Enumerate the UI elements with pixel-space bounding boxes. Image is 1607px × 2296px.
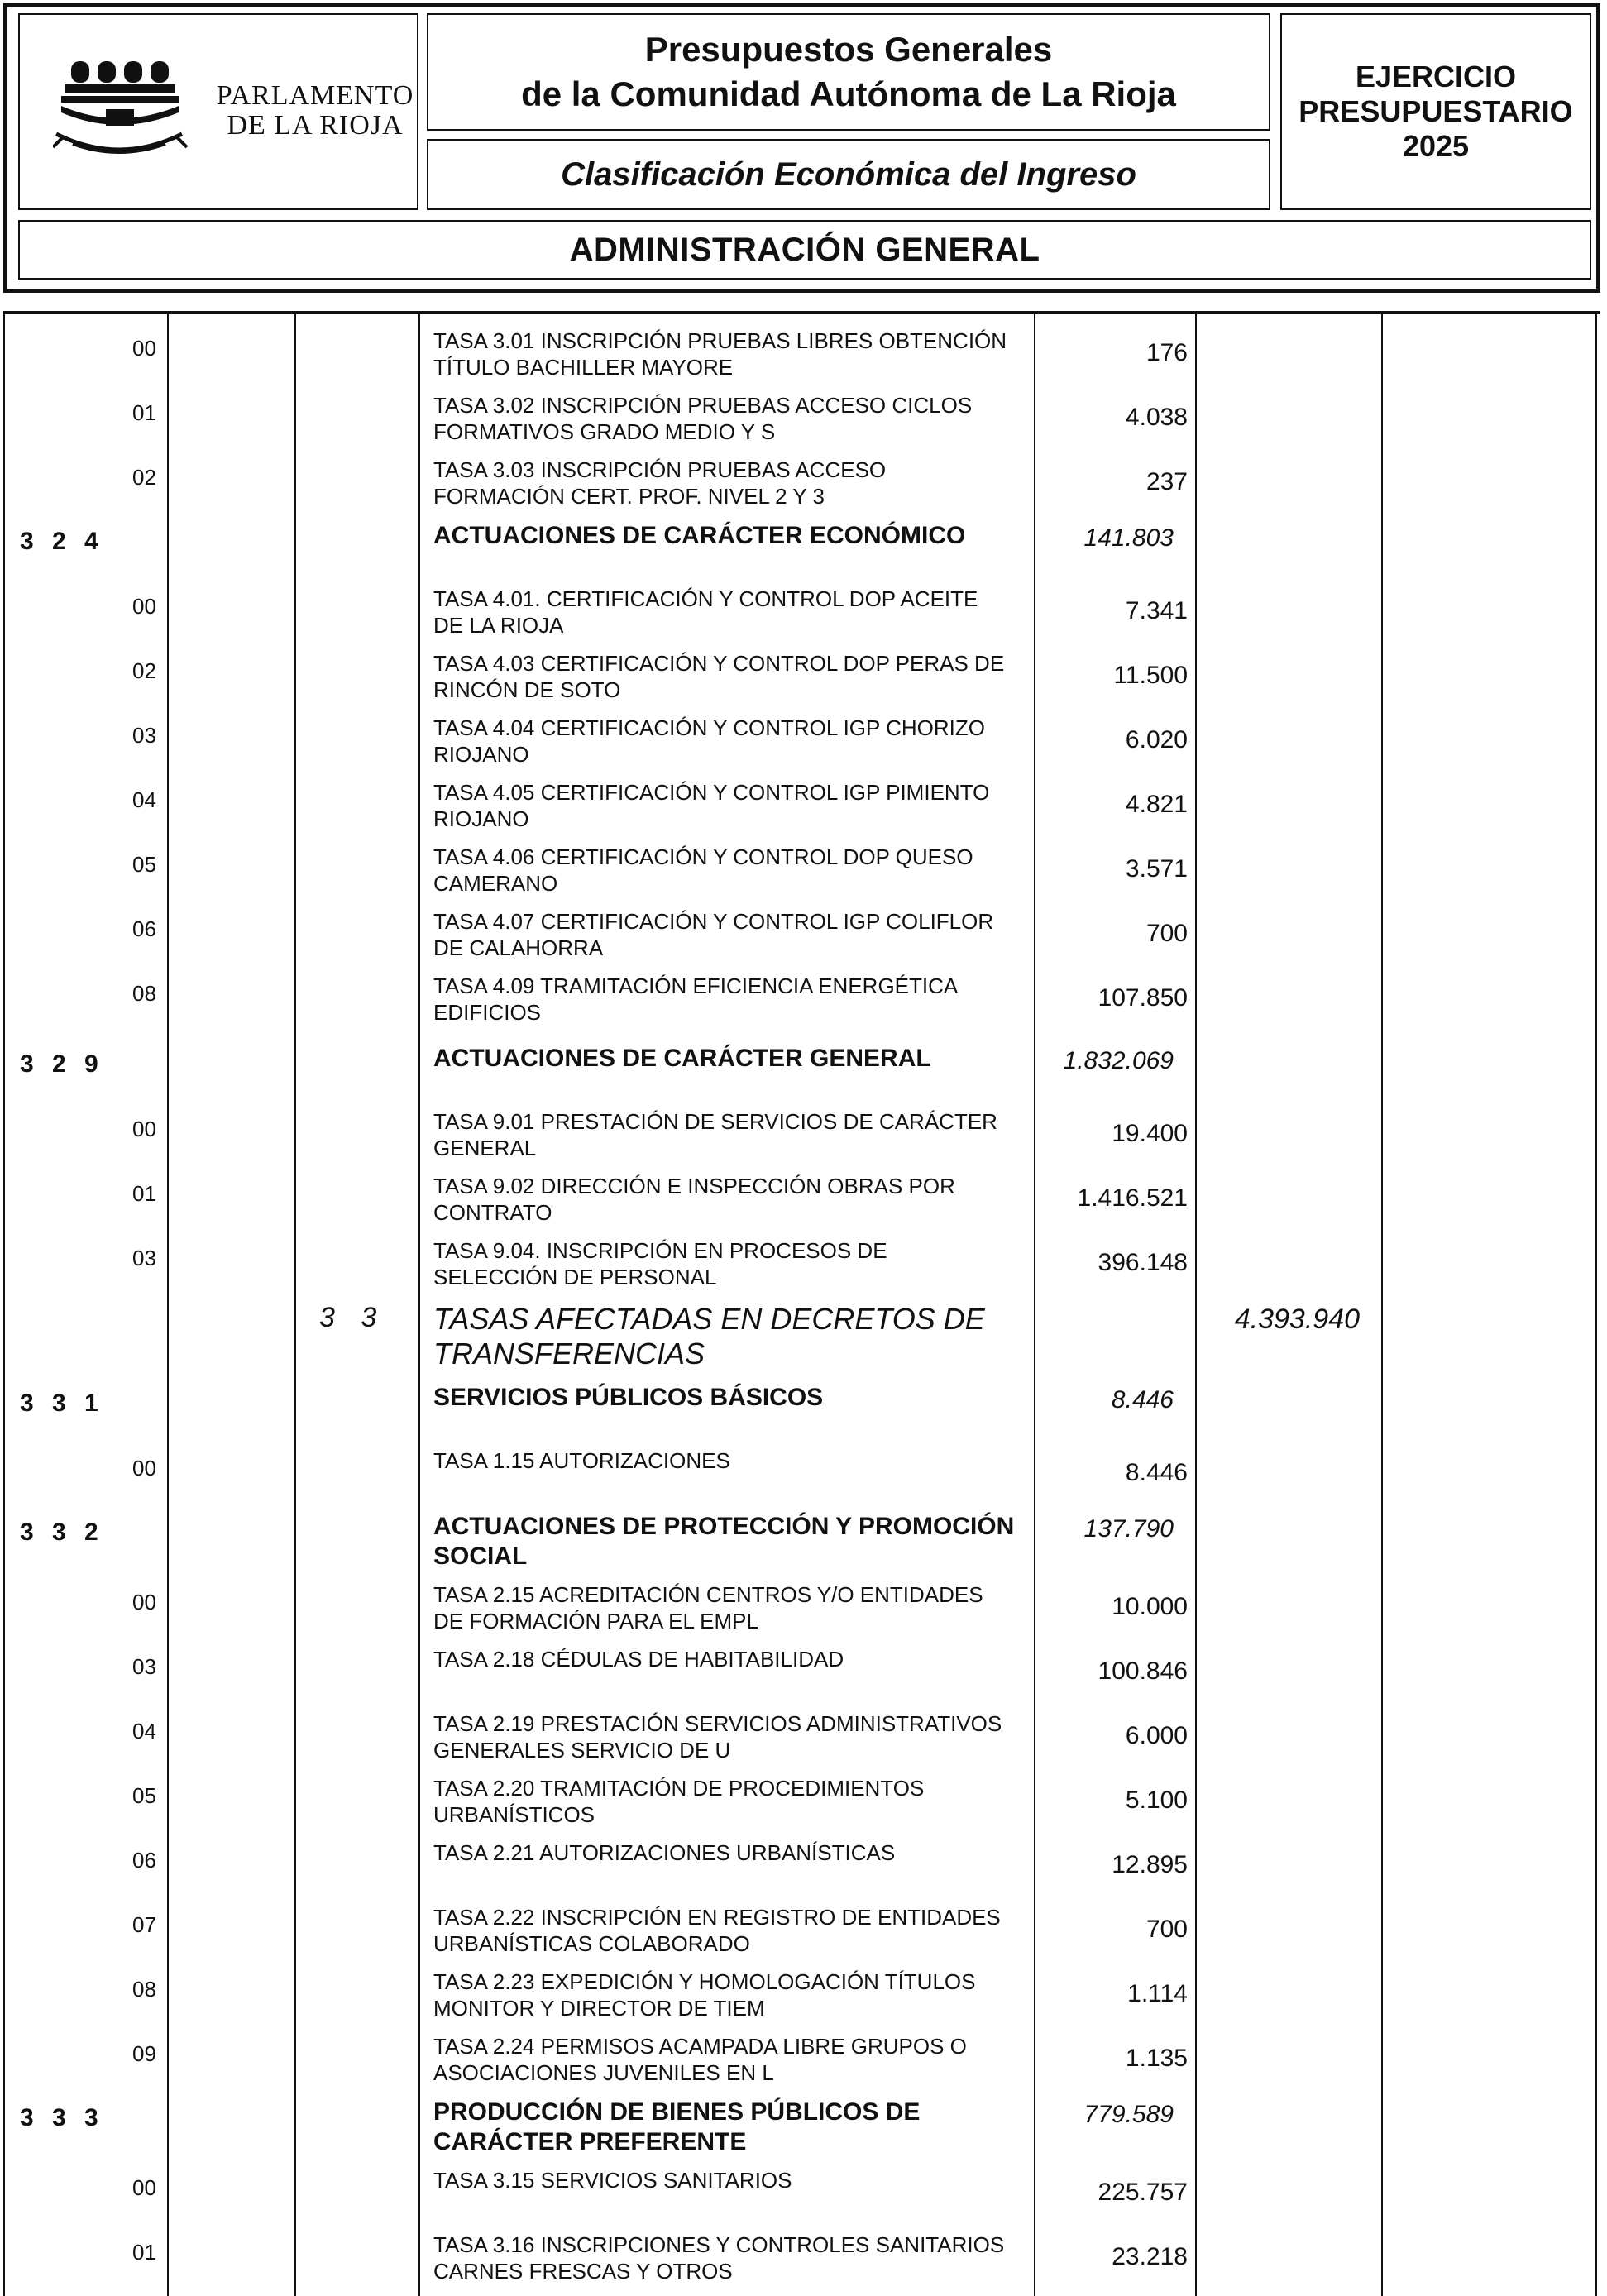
logo-text [212, 81, 418, 141]
row-description [433, 1173, 1029, 1226]
classification-title: Clasificación Económica del Ingreso [561, 155, 1136, 193]
article-code: 3 3 1 [20, 1390, 98, 1417]
table-row [3, 1383, 1600, 1447]
table-row [3, 1302, 1600, 1370]
description-line-1: ACTUACIONES DE PROTECCIÓN Y PROMOCIÓN [433, 1513, 1015, 1540]
section-title: ADMINISTRACIÓN GENERAL [569, 231, 1040, 268]
subconcept-code: 07 [132, 1912, 156, 1937]
amount: 396.148 [1098, 1249, 1188, 1276]
row-description [433, 1044, 1029, 1074]
description-line-1: TASA 9.02 DIRECCIÓN E INSPECCIÓN OBRAS POR [433, 1174, 955, 1198]
table-row [3, 908, 1600, 973]
description-line-2: RINCÓN DE SOTO [433, 677, 621, 702]
table-row [3, 650, 1600, 715]
description-line-1: ACTUACIONES DE CARÁCTER ECONÓMICO [433, 522, 966, 549]
subconcept-code: 01 [132, 2240, 156, 2265]
table-row [3, 1839, 1600, 1904]
row-description [433, 1968, 1029, 2021]
amount: 11.500 [1113, 662, 1188, 689]
description-line-1: TASA 2.21 AUTORIZACIONES URBANÍSTICAS [433, 1840, 896, 1865]
description-line-2: TRANSFERENCIAS [433, 1337, 705, 1370]
table-row [3, 779, 1600, 844]
amount: 7.341 [1125, 597, 1188, 624]
description-line-1: TASA 2.18 CÉDULAS DE HABITABILIDAD [433, 1647, 844, 1672]
amount: 176 [1145, 339, 1188, 366]
description-line-1: ACTUACIONES DE CARÁCTER GENERAL [433, 1045, 931, 1072]
description-line-1: TASA 9.04. INSCRIPCIÓN EN PROCESOS DE [433, 1238, 887, 1263]
row-description [433, 908, 1029, 961]
subconcept-code: 05 [132, 1783, 156, 1808]
description-line-1: TASA 3.02 INSCRIPCIÓN PRUEBAS ACCESO CICLOS [433, 393, 973, 418]
row-description [433, 1581, 1029, 1634]
article-code: 3 2 9 [20, 1050, 98, 1078]
table-top-border [3, 311, 1600, 314]
table-row [3, 1581, 1600, 1646]
description-line-2: CAMERANO [433, 871, 558, 896]
description-line-2: GENERALES SERVICIO DE U [433, 1738, 731, 1763]
description-line-1: TASA 4.04 CERTIFICACIÓN Y CONTROL IGP CHORIZO [433, 715, 985, 740]
subconcept-code: 02 [132, 658, 156, 683]
subconcept-code: 03 [132, 723, 156, 748]
logo-line-2: DE LA RIOJA [227, 110, 404, 141]
amount: 1.135 [1125, 2045, 1188, 2072]
row-description [433, 1383, 1029, 1413]
table-row [3, 1775, 1600, 1839]
description-line-2: SOCIAL [433, 1543, 528, 1570]
description-line-1: TASA 4.07 CERTIFICACIÓN Y CONTROL IGP COLIFLOR [433, 909, 994, 934]
description-line-2: DE FORMACIÓN PARA EL EMPL [433, 1609, 758, 1634]
title-box [427, 13, 1270, 131]
row-description [433, 2033, 1029, 2086]
subconcept-code: 00 [132, 594, 156, 619]
row-description [433, 779, 1029, 832]
description-line-2: TÍTULO BACHILLER MAYORE [433, 355, 734, 380]
description-line-1: TASA 4.03 CERTIFICACIÓN Y CONTROL DOP PERAS DE [433, 651, 1005, 676]
row-description [433, 1512, 1029, 1571]
amount: 23.218 [1112, 2243, 1188, 2270]
description-line-1: PRODUCCIÓN DE BIENES PÚBLICOS DE [433, 2098, 921, 2126]
row-description [433, 2167, 1029, 2193]
article-total: 779.589 [1083, 2101, 1174, 2128]
description-line-2: FORMATIVOS GRADO MEDIO Y S [433, 419, 776, 444]
row-description [433, 2231, 1029, 2284]
amount: 700 [1145, 920, 1188, 947]
row-description [433, 2097, 1029, 2157]
description-line-1: TASA 1.15 AUTORIZACIONES [433, 1448, 730, 1473]
row-description [433, 650, 1029, 703]
row-description [433, 328, 1029, 380]
subconcept-code: 00 [132, 1117, 156, 1141]
subconcept-code: 04 [132, 787, 156, 812]
subconcept-code: 00 [132, 1456, 156, 1480]
article-total: 137.790 [1083, 1515, 1174, 1543]
logo-line-1: PARLAMENTO [216, 80, 414, 111]
subconcept-code: 00 [132, 1590, 156, 1614]
description-line-1: TASA 4.06 CERTIFICACIÓN Y CONTROL DOP QUESO [433, 844, 973, 869]
amount: 107.850 [1098, 984, 1188, 1012]
description-line-1: TASA 4.01. CERTIFICACIÓN Y CONTROL DOP ACEITE [433, 586, 978, 611]
table-row [3, 973, 1600, 1037]
amount: 100.846 [1098, 1657, 1188, 1685]
budget-table [3, 311, 1600, 2296]
subconcept-code: 04 [132, 1719, 156, 1744]
amount: 8.446 [1125, 1459, 1188, 1486]
subconcept-code: 06 [132, 916, 156, 941]
parliament-logo-icon [53, 55, 202, 170]
description-line-1: TASA 4.09 TRAMITACIÓN EFICIENCIA ENERGÉTICA [433, 973, 959, 998]
description-line-1: TASAS AFECTADAS EN DECRETOS DE [433, 1302, 985, 1336]
amount: 12.895 [1112, 1851, 1188, 1878]
subconcept-code: 00 [132, 2175, 156, 2200]
exercise-box [1280, 13, 1591, 210]
amount: 237 [1145, 468, 1188, 495]
amount: 6.000 [1125, 1722, 1188, 1749]
row-description [433, 1646, 1029, 1672]
exercise-line-2: PRESUPUESTARIO [1299, 94, 1573, 128]
table-row [3, 521, 1600, 586]
table-row [3, 1968, 1600, 2033]
article-code: 3 2 4 [20, 528, 98, 555]
subconcept-code: 08 [132, 981, 156, 1006]
classification-box [427, 139, 1270, 210]
description-line-2: DE LA RIOJA [433, 613, 564, 638]
table-row [3, 1904, 1600, 1968]
row-description [433, 457, 1029, 509]
row-description [433, 1237, 1029, 1290]
table-row [3, 2033, 1600, 2097]
amount: 4.821 [1125, 791, 1188, 818]
exercise-line-1: EJERCICIO [1355, 60, 1517, 93]
table-row [3, 392, 1600, 457]
amount: 1.114 [1127, 1980, 1188, 2007]
description-line-1: TASA 3.01 INSCRIPCIÓN PRUEBAS LIBRES OBTENCIÓN [433, 328, 1007, 353]
description-line-1: TASA 2.15 ACREDITACIÓN CENTROS Y/O ENTIDADES [433, 1582, 983, 1607]
description-line-2: ASOCIACIONES JUVENILES EN L [433, 2060, 774, 2085]
subconcept-code: 05 [132, 852, 156, 877]
subconcept-code: 01 [132, 400, 156, 425]
row-description [433, 1108, 1029, 1161]
row-description [433, 1710, 1029, 1763]
article-code: 3 3 2 [20, 1519, 98, 1546]
table-row [3, 1447, 1600, 1512]
description-line-2: URBANÍSTICAS COLABORADO [433, 1931, 750, 1956]
concept-total: 4.393.940 [1234, 1303, 1360, 1335]
description-line-1: TASA 2.22 INSCRIPCIÓN EN REGISTRO DE ENTIDADES [433, 1905, 1001, 1930]
amount: 225.757 [1098, 2179, 1188, 2206]
description-line-1: TASA 2.23 EXPEDICIÓN Y HOMOLOGACIÓN TÍTULOS [433, 1969, 976, 1994]
row-description [433, 586, 1029, 639]
description-line-1: TASA 2.20 TRAMITACIÓN DE PROCEDIMIENTOS [433, 1776, 925, 1801]
table-row [3, 1044, 1600, 1108]
description-line-1: TASA 3.15 SERVICIOS SANITARIOS [433, 2168, 792, 2193]
article-total: 1.832.069 [1063, 1047, 1174, 1074]
amount: 4.038 [1125, 404, 1188, 431]
row-description [433, 973, 1029, 1026]
table-row [3, 1646, 1600, 1710]
table-row [3, 2097, 1600, 2162]
row-description [433, 715, 1029, 768]
subconcept-code: 06 [132, 1848, 156, 1873]
subconcept-code: 09 [132, 2041, 156, 2066]
table-row [3, 586, 1600, 650]
table-row [3, 844, 1600, 908]
concept-code: 3 3 [319, 1302, 377, 1333]
amount: 700 [1145, 1916, 1188, 1943]
row-description [433, 844, 1029, 897]
table-row [3, 2167, 1600, 2231]
subconcept-code: 02 [132, 465, 156, 490]
row-description [433, 1839, 1029, 1866]
description-line-2: MONITOR Y DIRECTOR DE TIEM [433, 1996, 765, 2021]
description-line-1: TASA 3.16 INSCRIPCIONES Y CONTROLES SANITARIOS [433, 2232, 1005, 2257]
amount: 6.020 [1125, 726, 1188, 753]
amount: 10.000 [1112, 1593, 1188, 1620]
page-title-line-2: de la Comunidad Autónoma de La Rioja [521, 74, 1176, 113]
subconcept-code: 08 [132, 1977, 156, 2002]
description-line-2: CONTRATO [433, 1200, 552, 1225]
subconcept-code: 01 [132, 1181, 156, 1206]
logo-box [18, 13, 418, 210]
description-line-2: CARÁCTER PREFERENTE [433, 2128, 747, 2155]
row-description [433, 1447, 1029, 1474]
description-line-1: TASA 2.19 PRESTACIÓN SERVICIOS ADMINISTRATIVOS [433, 1711, 1002, 1736]
amount: 5.100 [1125, 1787, 1188, 1814]
subconcept-code: 03 [132, 1654, 156, 1679]
row-description [433, 392, 1029, 445]
article-total: 141.803 [1083, 524, 1174, 552]
table-row [3, 715, 1600, 779]
description-line-1: SERVICIOS PÚBLICOS BÁSICOS [433, 1384, 824, 1411]
description-line-2: CARNES FRESCAS Y OTROS [433, 2259, 733, 2284]
description-line-2: RIOJANO [433, 742, 529, 767]
table-row [3, 1512, 1600, 1576]
row-description [433, 1904, 1029, 1957]
exercise-year: 2025 [1402, 129, 1470, 163]
description-line-2: RIOJANO [433, 806, 529, 831]
table-row [3, 2231, 1600, 2296]
section-box [18, 220, 1591, 280]
description-line-2: FORMACIÓN CERT. PROF. NIVEL 2 Y 3 [433, 484, 825, 509]
row-description [433, 521, 1029, 551]
page-title-line-1: Presupuestos Generales [644, 30, 1053, 69]
description-line-2: URBANÍSTICOS [433, 1802, 595, 1827]
description-line-1: TASA 9.01 PRESTACIÓN DE SERVICIOS DE CARÁCTER [433, 1109, 997, 1134]
table-row [3, 1710, 1600, 1775]
article-total: 8.446 [1111, 1386, 1174, 1413]
description-line-1: TASA 2.24 PERMISOS ACAMPADA LIBRE GRUPOS O [433, 2034, 967, 2059]
subconcept-code: 03 [132, 1246, 156, 1270]
article-code: 3 3 3 [20, 2104, 98, 2131]
description-line-2: GENERAL [433, 1136, 537, 1160]
description-line-2: DE CALAHORRA [433, 935, 604, 960]
table-row [3, 457, 1600, 521]
amount: 1.416.521 [1077, 1184, 1188, 1212]
amount: 19.400 [1112, 1120, 1188, 1147]
row-description [433, 1302, 1029, 1371]
subconcept-code: 00 [132, 336, 156, 361]
description-line-1: TASA 3.03 INSCRIPCIÓN PRUEBAS ACCESO [433, 457, 887, 482]
description-line-2: EDIFICIOS [433, 1000, 542, 1025]
description-line-1: TASA 4.05 CERTIFICACIÓN Y CONTROL IGP PIMIENTO [433, 780, 990, 805]
header [0, 0, 1607, 298]
table-row [3, 1108, 1600, 1173]
table-row [3, 328, 1600, 392]
description-line-2: SELECCIÓN DE PERSONAL [433, 1265, 717, 1289]
amount: 3.571 [1125, 855, 1188, 883]
row-description [433, 1775, 1029, 1828]
table-row [3, 1173, 1600, 1237]
table-row [3, 1237, 1600, 1302]
